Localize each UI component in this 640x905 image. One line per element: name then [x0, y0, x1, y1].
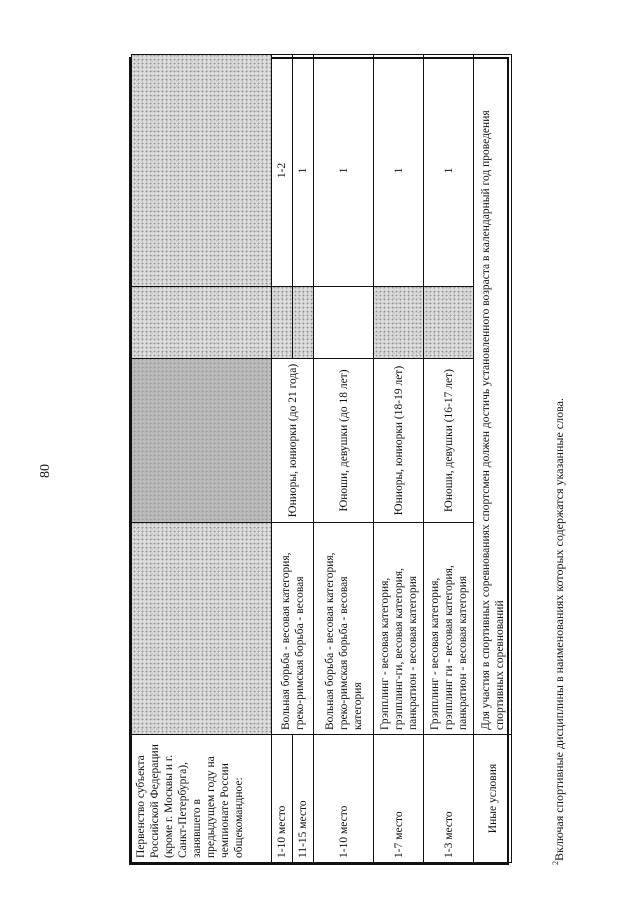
- count-cell: 1: [293, 54, 314, 286]
- noise-cell: [132, 358, 272, 522]
- place-cell: 1-7 место: [374, 734, 424, 862]
- other-conditions-text: Для участия в спортивных соревнованиях спортсмен должен достичь установленного возраста в календарный год проведения спортивных соревнований: [474, 54, 512, 734]
- count-cell: 1-2: [272, 54, 293, 286]
- count-cell: 1: [424, 54, 474, 286]
- noise-cell: [132, 54, 272, 286]
- discipline-cell: Вольная борьба - весовая категория, греко-римская борьба - весовая категория: [314, 522, 374, 734]
- place-cell: 1-3 место: [424, 734, 474, 862]
- noise-cell: [132, 286, 272, 358]
- other-conditions-label: Иные условия: [474, 734, 512, 862]
- table-row: [374, 54, 424, 862]
- place-cell: 1-10 место: [314, 734, 374, 862]
- noise-cell: [132, 522, 272, 734]
- table-row: [272, 54, 293, 862]
- discipline-cell: Грэпплинг - весовая категория, грэпплинг-ги, весовая категория, панкратион - весовая категория: [374, 522, 424, 734]
- noise-cell: [424, 286, 474, 358]
- count-cell: 1: [374, 54, 424, 286]
- header-cell: Первенство субъекта Российской Федерации (кроме г. Москвы и г. Санкт-Петербурга), занявшего в предыдущем году на чемпионате России общекомандное:: [132, 734, 272, 862]
- table-row: [424, 54, 474, 862]
- table-header-row: [132, 54, 272, 862]
- count-cell: 1: [314, 54, 374, 286]
- empty-cell: [314, 286, 374, 358]
- age-cell: Юниоры, юниорки (до 21 года): [272, 358, 314, 522]
- discipline-cell: Грэпплинг - весовая категория, грэпплинг ги - весовая категория, панкратион - весовая категория: [424, 522, 474, 734]
- rotated-page: [20, 13, 620, 893]
- footnote-text: Включая спортивные дисциплины в наименованиях которых содержатся указанные слова.: [552, 397, 566, 861]
- age-cell: Юноши, девушки (16-17 лет): [424, 358, 474, 522]
- footnote-mark: 2: [551, 860, 560, 865]
- table-row: [314, 54, 374, 862]
- age-cell: Юниоры, юниорки (18-19 лет): [374, 358, 424, 522]
- age-cell: Юноши, девушки (до 18 лет): [314, 358, 374, 522]
- page-number: 80: [38, 463, 53, 478]
- noise-cell: [374, 286, 424, 358]
- requirements-table: [129, 57, 509, 865]
- table-row-other: [474, 54, 512, 862]
- place-cell: 11-15 место: [293, 734, 314, 862]
- place-cell: 1-10 место: [272, 734, 293, 862]
- noise-cell: [293, 286, 314, 358]
- footnote: [551, 398, 567, 865]
- discipline-cell: Вольная борьба - весовая категория, греко-римская борьба - весовая: [272, 522, 314, 734]
- noise-cell: [272, 286, 293, 358]
